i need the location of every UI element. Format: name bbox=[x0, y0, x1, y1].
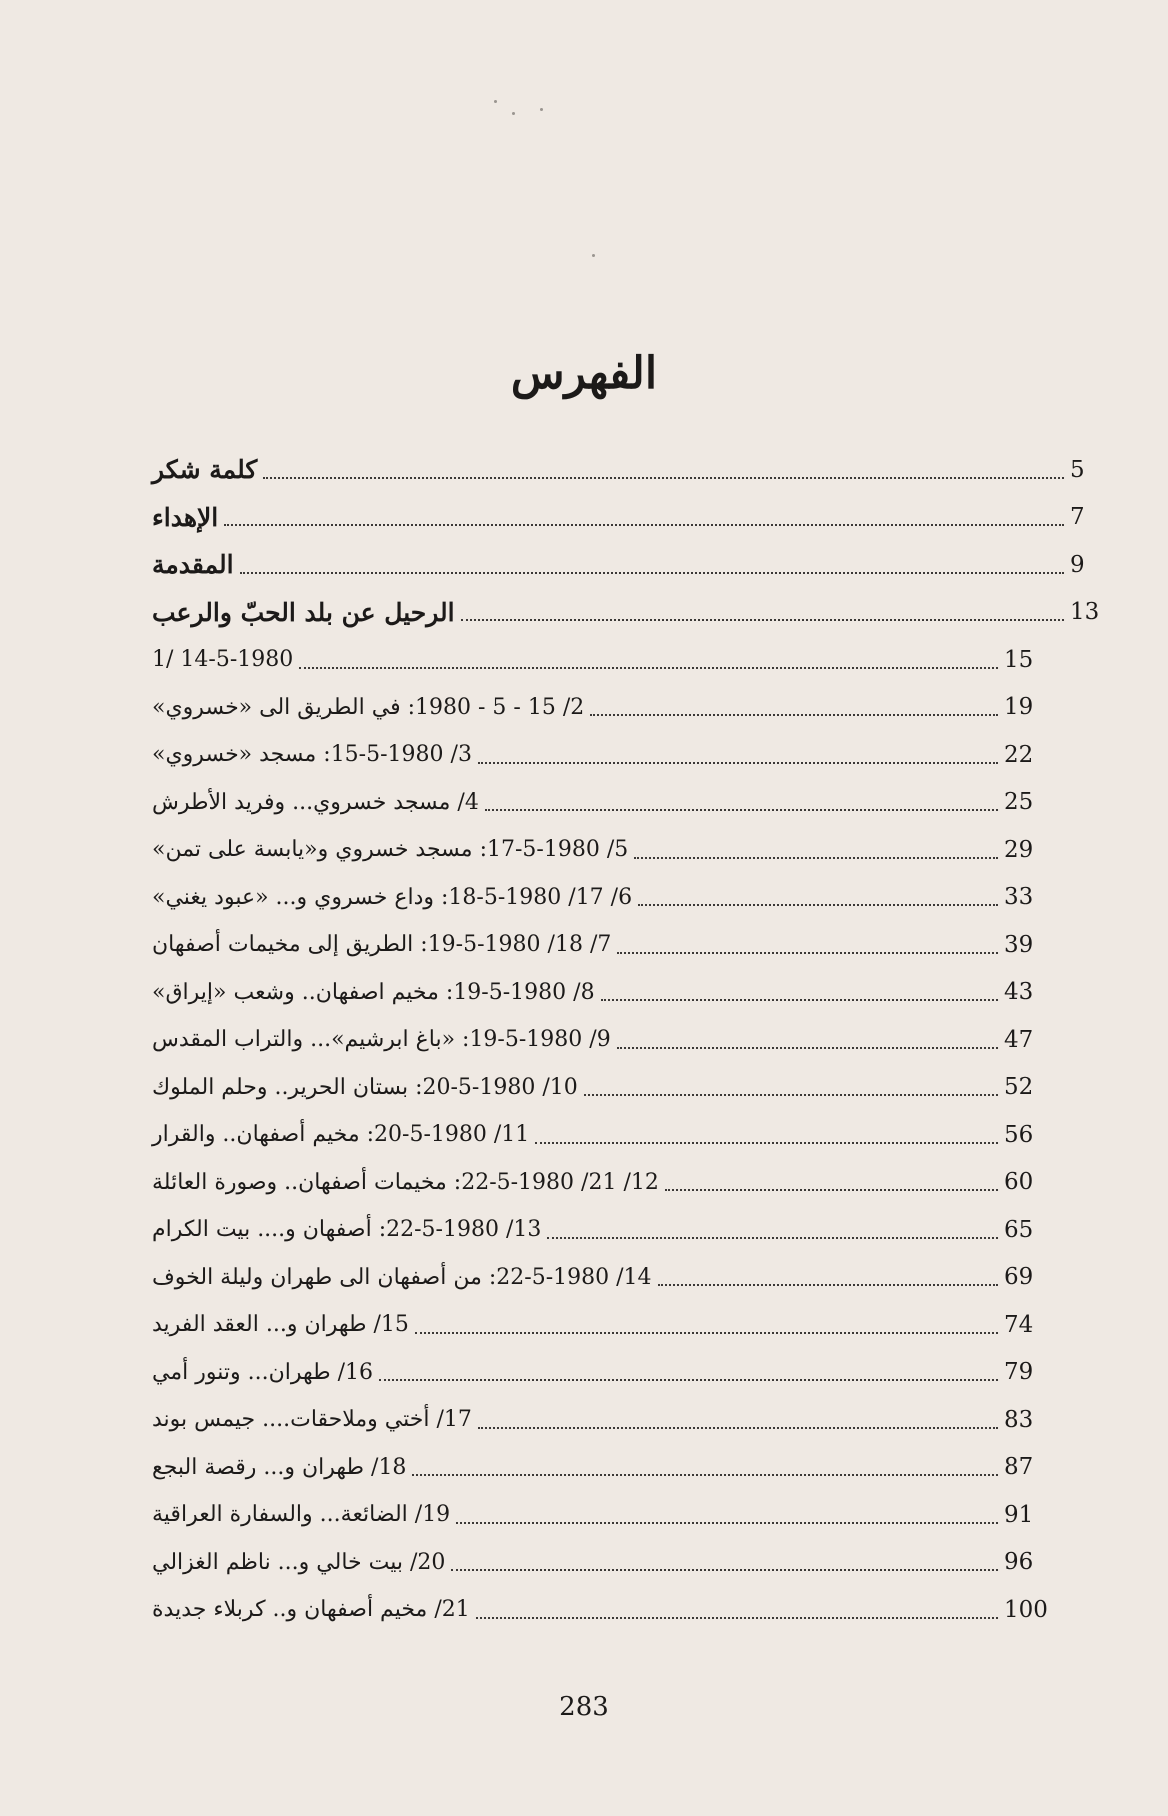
toc-entry-page: 43 bbox=[1004, 979, 1034, 1006]
toc-entry bbox=[148, 1491, 1114, 1539]
toc-entry bbox=[148, 684, 1114, 732]
toc-dot-leader bbox=[224, 524, 1064, 526]
toc-entry-page: 83 bbox=[1004, 1406, 1034, 1433]
toc-dot-leader bbox=[461, 619, 1064, 621]
toc-entry-page: 91 bbox=[1004, 1501, 1034, 1528]
toc-entry bbox=[148, 731, 1114, 779]
toc-entry bbox=[148, 921, 1114, 969]
toc-entry-page: 39 bbox=[1004, 931, 1034, 958]
toc-dot-leader bbox=[535, 1142, 998, 1144]
toc-entry-title: 20/ بيت خالي و... ناظم الغزالي bbox=[152, 1549, 446, 1575]
page-title: الفهرس bbox=[510, 348, 658, 399]
toc-entry bbox=[148, 1539, 1114, 1587]
toc-entry-title: 7/ 18/ 19-5-1980: الطريق إلى مخيمات أصفهان bbox=[152, 932, 612, 958]
toc-dot-leader bbox=[601, 999, 998, 1001]
toc-entry-page: 29 bbox=[1004, 836, 1034, 863]
toc-entry-title: كلمة شكر bbox=[152, 455, 258, 485]
toc-entry-title: المقدمة bbox=[152, 550, 234, 580]
toc-entry-title: الإهداء bbox=[152, 502, 219, 532]
toc-entry-title: 21/ مخيم أصفهان و.. كربلاء جديدة bbox=[152, 1597, 470, 1623]
toc-entry bbox=[148, 1444, 1114, 1492]
toc-entry-title: 12/ 21/ 22-5-1980: مخيمات أصفهان.. وصورة العائلة bbox=[152, 1169, 659, 1195]
toc-dot-leader bbox=[451, 1569, 998, 1571]
toc-entry bbox=[148, 541, 1114, 589]
toc-entry-page: 22 bbox=[1004, 741, 1034, 768]
toc-entry bbox=[148, 969, 1114, 1017]
toc-entry-page: 5 bbox=[1070, 456, 1085, 483]
toc-entry bbox=[148, 589, 1114, 637]
toc-entry-page: 25 bbox=[1004, 789, 1034, 816]
toc-entry-page: 74 bbox=[1004, 1311, 1034, 1338]
toc-entry-page: 69 bbox=[1004, 1264, 1034, 1291]
toc-entry bbox=[148, 779, 1114, 827]
toc-dot-leader bbox=[263, 477, 1064, 479]
toc-entry bbox=[148, 1349, 1114, 1397]
toc-entry-page: 9 bbox=[1070, 551, 1085, 578]
toc-entry-page: 96 bbox=[1004, 1549, 1034, 1576]
toc-entry-page: 13 bbox=[1070, 599, 1100, 626]
toc-dot-leader bbox=[658, 1284, 998, 1286]
toc-dot-leader bbox=[617, 952, 998, 954]
toc-entry-title: 5/ 17-5-1980: مسجد خسروي و«يابسة على تمن» bbox=[152, 837, 629, 863]
toc-entry-page: 87 bbox=[1004, 1454, 1034, 1481]
toc-entry-page: 60 bbox=[1004, 1169, 1034, 1196]
toc-entry-title: 13/ 22-5-1980: أصفهان و.... بيت الكرام bbox=[152, 1217, 542, 1243]
table-of-contents bbox=[148, 446, 1114, 1634]
toc-entry-title: 2/ 15 - 5 - 1980: في الطريق الى «خسروي» bbox=[152, 694, 585, 720]
toc-dot-leader bbox=[456, 1522, 998, 1524]
toc-entry-page: 56 bbox=[1004, 1121, 1034, 1148]
page-number: 283 bbox=[559, 1692, 609, 1722]
toc-entry bbox=[148, 1016, 1114, 1064]
toc-entry-page: 47 bbox=[1004, 1026, 1034, 1053]
toc-entry-page: 19 bbox=[1004, 694, 1034, 721]
toc-dot-leader bbox=[584, 1094, 998, 1096]
toc-entry bbox=[148, 874, 1114, 922]
toc-entry-title: 6/ 17/ 18-5-1980: وداع خسروي و... «عبود يغني» bbox=[152, 884, 633, 910]
toc-entry bbox=[148, 446, 1114, 494]
toc-dot-leader bbox=[299, 667, 998, 669]
toc-entry-title: 8/ 19-5-1980: مخيم اصفهان.. وشعب «إيراق» bbox=[152, 979, 595, 1005]
toc-entry-title: 15/ طهران و... العقد الفريد bbox=[152, 1312, 409, 1338]
toc-entry bbox=[148, 1159, 1114, 1207]
toc-entry-title: 11/ 20-5-1980: مخيم أصفهان.. والقرار bbox=[152, 1122, 530, 1148]
paper-speck bbox=[592, 254, 595, 257]
toc-dot-leader bbox=[415, 1332, 998, 1334]
toc-dot-leader bbox=[665, 1189, 998, 1191]
toc-entry bbox=[148, 1064, 1114, 1112]
toc-entry-page: 79 bbox=[1004, 1359, 1034, 1386]
toc-entry-page: 65 bbox=[1004, 1216, 1034, 1243]
toc-entry-title: 3/ 15-5-1980: مسجد «خسروي» bbox=[152, 742, 472, 768]
toc-entry-title: الرحيل عن بلد الحبّ والرعب bbox=[152, 597, 455, 627]
toc-dot-leader bbox=[485, 809, 998, 811]
toc-dot-leader bbox=[476, 1617, 998, 1619]
toc-dot-leader bbox=[547, 1237, 998, 1239]
toc-entry-title: 9/ 19-5-1980: «باغ ابرشيم»... والتراب المقدس bbox=[152, 1027, 611, 1053]
toc-entry-page: 100 bbox=[1004, 1596, 1048, 1623]
paper-speck bbox=[512, 112, 515, 115]
toc-dot-leader bbox=[240, 572, 1064, 574]
toc-entry-title: 17/ أختي وملاحقات.... جيمس بوند bbox=[152, 1407, 472, 1433]
toc-entry bbox=[148, 1254, 1114, 1302]
toc-entry bbox=[148, 636, 1114, 684]
toc-entry bbox=[148, 1206, 1114, 1254]
toc-entry bbox=[148, 494, 1114, 542]
toc-entry-title: 1/ 14-5-1980 bbox=[152, 647, 294, 673]
toc-dot-leader bbox=[412, 1474, 998, 1476]
paper-speck bbox=[540, 108, 543, 111]
toc-dot-leader bbox=[634, 857, 998, 859]
toc-entry-title: 14/ 22-5-1980: من أصفهان الى طهران وليلة الخوف bbox=[152, 1264, 652, 1290]
toc-entry bbox=[148, 1111, 1114, 1159]
toc-entry-page: 7 bbox=[1070, 504, 1085, 531]
toc-entry-page: 52 bbox=[1004, 1074, 1034, 1101]
toc-entry-page: 15 bbox=[1004, 646, 1034, 673]
toc-entry bbox=[148, 1586, 1114, 1634]
toc-entry-title: 18/ طهران و... رقصة البجع bbox=[152, 1454, 407, 1480]
paper-speck bbox=[494, 100, 497, 103]
toc-entry-title: 19/ الضائعة... والسفارة العراقية bbox=[152, 1502, 451, 1528]
toc-entry-title: 16/ طهران... وتنور أمي bbox=[152, 1359, 374, 1385]
toc-entry-title: 4/ مسجد خسروي... وفريد الأطرش bbox=[152, 789, 479, 815]
toc-dot-leader bbox=[478, 1427, 998, 1429]
toc-entry-title: 10/ 20-5-1980: بستان الحرير.. وحلم الملوك bbox=[152, 1074, 578, 1100]
toc-entry bbox=[148, 1396, 1114, 1444]
toc-entry bbox=[148, 1301, 1114, 1349]
toc-dot-leader bbox=[590, 714, 998, 716]
toc-dot-leader bbox=[617, 1047, 998, 1049]
toc-entry-page: 33 bbox=[1004, 884, 1034, 911]
toc-dot-leader bbox=[379, 1379, 998, 1381]
toc-dot-leader bbox=[478, 762, 998, 764]
toc-entry bbox=[148, 826, 1114, 874]
toc-dot-leader bbox=[638, 904, 998, 906]
